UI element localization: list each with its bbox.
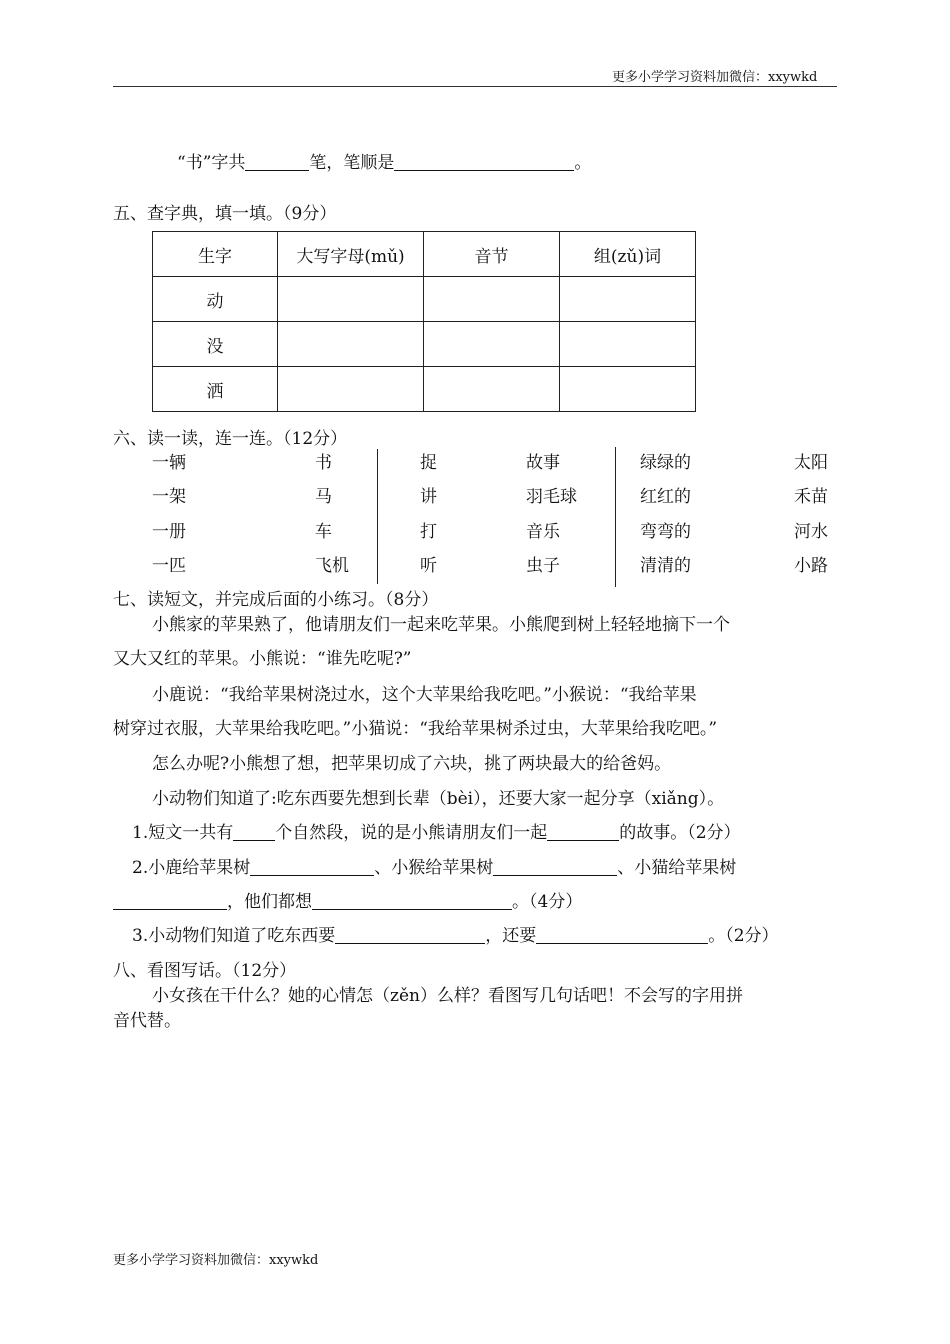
header-words: 组(zǔ)词 xyxy=(560,232,696,277)
g2-right-3[interactable]: 音乐 xyxy=(526,522,560,542)
g1-right-2[interactable]: 马 xyxy=(315,487,332,507)
g1-left-1[interactable]: 一辆 xyxy=(152,453,186,473)
page-header: 更多小学学习资料加微信：xxywkd xyxy=(612,70,818,85)
g1-left-4[interactable]: 一匹 xyxy=(152,556,186,576)
q2-thought-blank[interactable] xyxy=(312,893,512,910)
q1-activity-blank[interactable] xyxy=(547,824,619,841)
q2-text-d: ，他们都想 xyxy=(227,892,312,912)
header-divider xyxy=(113,86,837,87)
page-footer: 更多小学学习资料加微信：xxywkd xyxy=(113,1253,319,1268)
q1-text-a: 1.短文一共有 xyxy=(132,823,234,843)
passage-line: 小鹿说：“我给苹果树浇过水，这个大苹果给我吃吧。”小猴说：“我给苹果 xyxy=(152,685,697,705)
section8-title: 八、看图写话。（12分） xyxy=(113,961,297,981)
stroke-count-blank[interactable] xyxy=(245,154,309,171)
section8-prompt: 小女孩在干什么？她的心情怎（zěn）么样？看图写几句话吧！不会写的字用拼 xyxy=(152,986,743,1006)
group-divider xyxy=(377,449,378,584)
g2-right-2[interactable]: 羽毛球 xyxy=(526,487,577,507)
group-divider xyxy=(615,447,616,587)
header-char: 生字 xyxy=(153,232,278,277)
section8-prompt-cont: 音代替。 xyxy=(113,1011,181,1031)
q2-cat-blank[interactable] xyxy=(113,893,227,910)
q4-text-3: 。 xyxy=(574,153,592,173)
g1-right-3[interactable]: 车 xyxy=(315,522,332,542)
section6-title: 六、读一读，连一连。（12分） xyxy=(113,429,348,449)
g1-right-1[interactable]: 书 xyxy=(315,453,332,473)
words-cell[interactable] xyxy=(560,322,696,367)
g1-left-2[interactable]: 一架 xyxy=(152,487,186,507)
q2-text-a: 2.小鹿给苹果树 xyxy=(132,858,251,878)
q1-paragraph-count-blank[interactable] xyxy=(233,824,275,841)
dictionary-table xyxy=(152,231,696,412)
g3-left-1[interactable]: 绿绿的 xyxy=(640,453,691,473)
passage-line: 怎么办呢?小熊想了想，把苹果切成了六块，挑了两块最大的给爸妈。 xyxy=(152,754,672,774)
q4-text-1: “书”字共 xyxy=(177,153,246,173)
g3-left-2[interactable]: 红红的 xyxy=(640,487,691,507)
g3-right-1[interactable]: 太阳 xyxy=(794,453,828,473)
q1-text-c: 的故事。（2分） xyxy=(619,823,741,843)
table-row xyxy=(153,322,696,367)
capital-cell[interactable] xyxy=(278,367,424,412)
syllable-cell[interactable] xyxy=(424,277,560,322)
q4-stroke-question xyxy=(177,148,591,173)
g3-right-3[interactable]: 河水 xyxy=(794,522,828,542)
question-2 xyxy=(132,853,736,878)
section7-title: 七、读短文，并完成后面的小练习。（8分） xyxy=(113,590,439,610)
q1-text-b: 个自然段，说的是小熊请朋友们一起 xyxy=(275,823,548,843)
capital-cell[interactable] xyxy=(278,322,424,367)
section5-title: 五、查字典，填一填。（9分） xyxy=(113,204,337,224)
q3-second-blank[interactable] xyxy=(536,927,708,944)
table-header-row xyxy=(153,232,696,277)
table-row xyxy=(153,277,696,322)
q2-text-c: 、小猫给苹果树 xyxy=(617,858,737,878)
words-cell[interactable] xyxy=(560,367,696,412)
g2-left-3[interactable]: 打 xyxy=(420,522,437,542)
g3-left-4[interactable]: 清清的 xyxy=(640,556,691,576)
question-1 xyxy=(132,818,741,843)
row-char: 洒 xyxy=(153,367,278,412)
g3-left-3[interactable]: 弯弯的 xyxy=(640,522,691,542)
words-cell[interactable] xyxy=(560,277,696,322)
q4-text-2: 笔，笔顺是 xyxy=(309,153,395,173)
g2-right-1[interactable]: 故事 xyxy=(526,453,560,473)
q2-text-b: 、小猴给苹果树 xyxy=(374,858,494,878)
q2-monkey-blank[interactable] xyxy=(493,859,617,876)
passage-line: 又大又红的苹果。小熊说：“谁先吃呢?” xyxy=(113,649,412,669)
q3-first-blank[interactable] xyxy=(335,927,485,944)
question-3 xyxy=(132,921,779,946)
syllable-cell[interactable] xyxy=(424,322,560,367)
q3-text-b: ，还要 xyxy=(485,926,537,946)
row-char: 没 xyxy=(153,322,278,367)
g2-left-1[interactable]: 捉 xyxy=(420,453,437,473)
question-2-cont xyxy=(113,887,582,912)
header-capital: 大写字母(mǔ) xyxy=(278,232,424,277)
q3-text-a: 3.小动物们知道了吃东西要 xyxy=(132,926,336,946)
row-char: 动 xyxy=(153,277,278,322)
g1-left-3[interactable]: 一册 xyxy=(152,522,186,542)
passage-line: 小动物们知道了:吃东西要先想到长辈（bèi），还要大家一起分享（xiǎng）。 xyxy=(152,789,725,809)
g1-right-4[interactable]: 飞机 xyxy=(315,556,349,576)
passage-line: 小熊家的苹果熟了，他请朋友们一起来吃苹果。小熊爬到树上轻轻地摘下一个 xyxy=(152,615,730,635)
capital-cell[interactable] xyxy=(278,277,424,322)
header-syllable: 音节 xyxy=(424,232,560,277)
g2-left-4[interactable]: 听 xyxy=(420,556,437,576)
g2-right-4[interactable]: 虫子 xyxy=(526,556,560,576)
g2-left-2[interactable]: 讲 xyxy=(420,487,437,507)
g3-right-2[interactable]: 禾苗 xyxy=(794,487,828,507)
g3-right-4[interactable]: 小路 xyxy=(794,556,828,576)
q2-deer-blank[interactable] xyxy=(250,859,374,876)
passage-line: 树穿过衣服，大苹果给我吃吧。”小猫说：“我给苹果树杀过虫，大苹果给我吃吧。” xyxy=(113,719,718,739)
stroke-order-blank[interactable] xyxy=(394,154,574,171)
q3-text-c: 。（2分） xyxy=(708,926,779,946)
table-row xyxy=(153,367,696,412)
q2-text-e: 。（4分） xyxy=(512,892,583,912)
syllable-cell[interactable] xyxy=(424,367,560,412)
